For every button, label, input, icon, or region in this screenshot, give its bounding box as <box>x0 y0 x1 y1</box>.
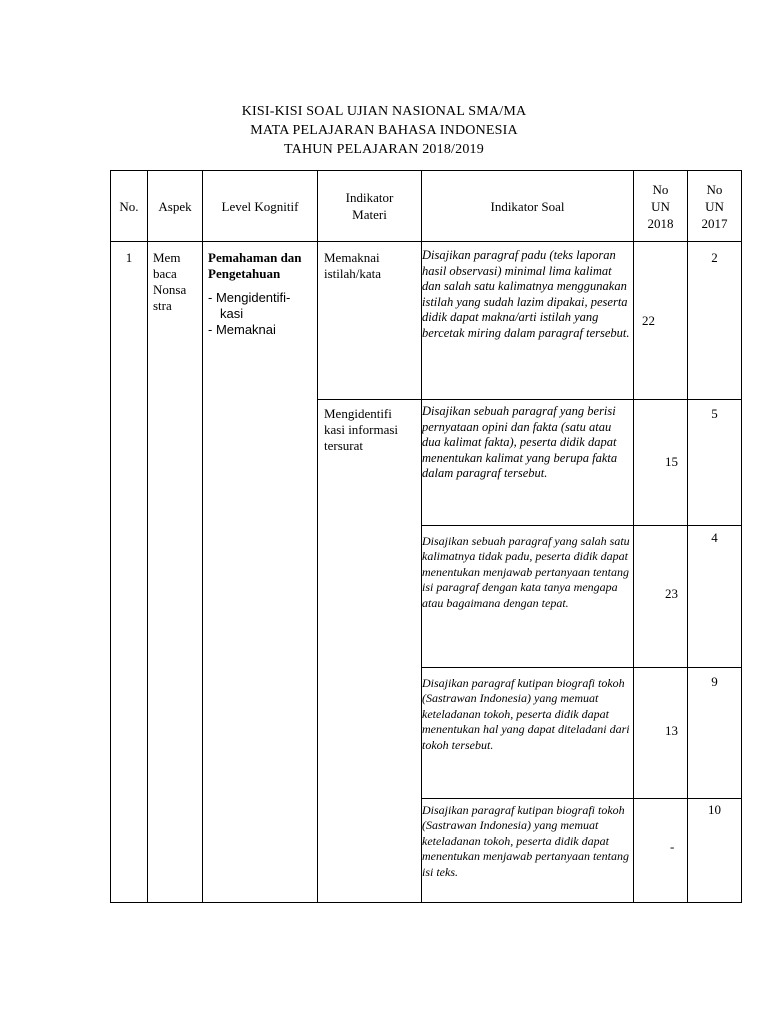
soal-cell: Disajikan paragraf padu (teks laporan hasil observasi) minimal lima kalimat dan salah satu kalimatnya menggunakan istilah yang sudah lazim dipakai, peserta didik dapat makna/arti istilah yang bercetak miring dalam paragraf tersebut. <box>422 242 634 400</box>
un2017-cell: 4 <box>688 526 742 668</box>
materi-cell: Memaknai istilah/kata <box>318 242 422 400</box>
document-title <box>0 102 768 159</box>
title-line-2: MATA PELAJARAN BAHASA INDONESIA <box>250 123 518 138</box>
materi-cell: Mengidentifi kasi informasi tersurat <box>318 400 422 903</box>
header-aspek: Aspek <box>148 171 203 242</box>
level-item: - Memaknai <box>208 322 276 337</box>
soal-cell: Disajikan sebuah paragraf yang salah satu kalimatnya tidak padu, peserta didik dapat menentukan menjawab pertanyaan tentang isi paragraf dengan kata tanya mengapa atau bagaimana dengan tepat. <box>422 526 634 668</box>
kisi-kisi-table <box>110 170 742 903</box>
un2018-cell: 15 <box>634 400 688 526</box>
un2017-cell: 2 <box>688 242 742 400</box>
level-cell <box>203 242 318 903</box>
header-no: No. <box>111 171 148 242</box>
header-row <box>111 171 742 242</box>
soal-cell: Disajikan paragraf kutipan biografi tokoh (Sastrawan Indonesia) yang memuat keteladanan tokoh, peserta didik dapat menentukan hal yang dapat diteladani dari tokoh tersebut. <box>422 668 634 799</box>
un2018-cell: 22 <box>634 242 688 400</box>
aspek-cell: Mem baca Nonsa stra <box>148 242 203 903</box>
level-list <box>208 290 313 338</box>
header-materi: Indikator Materi <box>318 171 422 242</box>
header-un2018: No UN 2018 <box>634 171 688 242</box>
header-un2017: No UN 2017 <box>688 171 742 242</box>
un2017-cell: 9 <box>688 668 742 799</box>
level-title: Pemahaman dan Pengetahuan <box>208 250 302 281</box>
un2018-cell: 23 <box>634 526 688 668</box>
title-line-1: KISI-KISI SOAL UJIAN NASIONAL SMA/MA <box>241 104 527 119</box>
soal-cell: Disajikan paragraf kutipan biografi tokoh (Sastrawan Indonesia) yang memuat keteladanan tokoh, peserta didik dapat menentukan menjawab pertanyaan tentang isi teks. <box>422 799 634 903</box>
header-soal: Indikator Soal <box>422 171 634 242</box>
table-row <box>111 242 742 400</box>
title-line-3: TAHUN PELAJARAN 2018/2019 <box>284 142 484 157</box>
un2017-cell: 10 <box>688 799 742 903</box>
un2017-cell: 5 <box>688 400 742 526</box>
row-number: 1 <box>111 242 148 903</box>
un2018-cell: 13 <box>634 668 688 799</box>
un2018-cell: - <box>634 799 688 903</box>
header-level: Level Kognitif <box>203 171 318 242</box>
soal-cell: Disajikan sebuah paragraf yang berisi pernyataan opini dan fakta (satu atau dua kalimat fakta), peserta didik dapat menentukan kalimat yang berupa fakta dalam paragraf tersebut. <box>422 400 634 526</box>
level-item: - Mengidentifi-kasi <box>208 290 291 321</box>
